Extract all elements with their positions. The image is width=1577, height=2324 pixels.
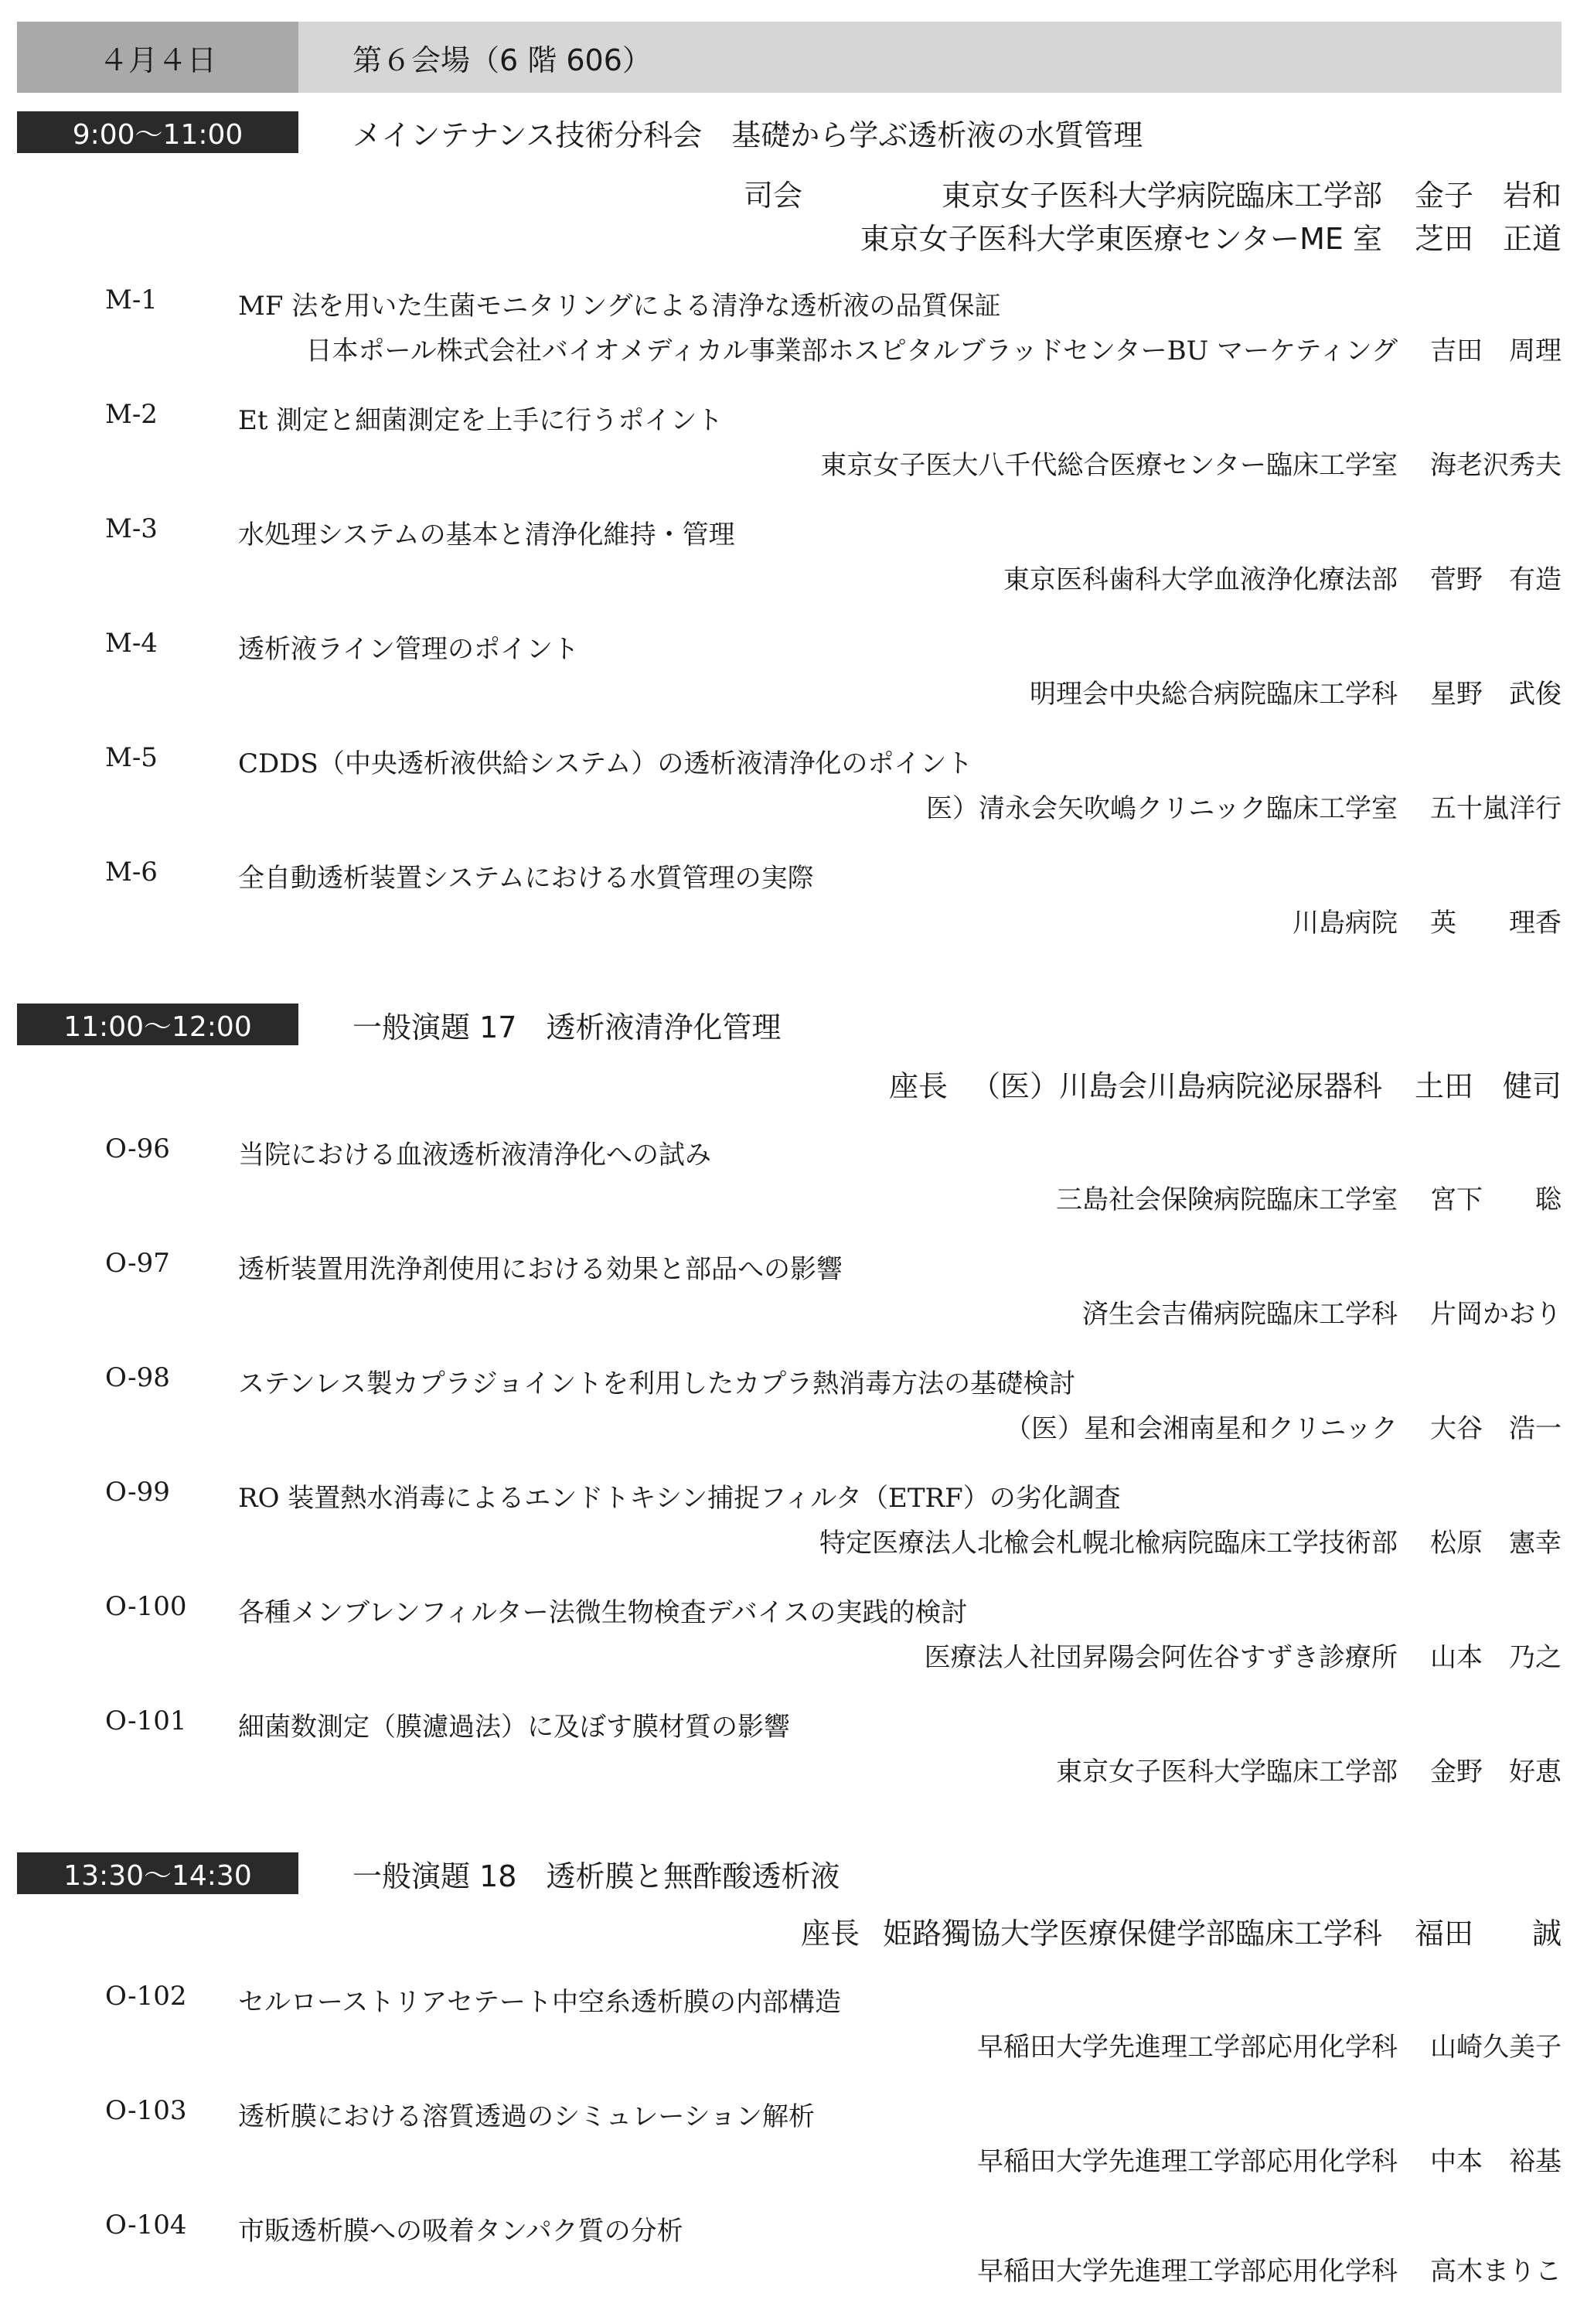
chair-label: 座長 [888,1069,948,1103]
presenter-affiliation: 明理会中央総合病院臨床工学科 [1030,679,1398,710]
presentation-title: セルローストリアセテート中空糸透析膜の内部構造 [238,1987,841,2018]
presentation-item [0,285,1577,399]
presentation-item [0,1591,1577,1706]
presenter-affiliation: 医）清永会矢吹嶋クリニック臨床工学室 [926,793,1398,824]
presentation-item [0,1981,1577,2095]
presentation-id: M-2 [105,399,158,430]
presenter-line [925,1636,1562,1674]
presenter-affiliation: 東京女子医大八千代総合医療センター臨床工学室 [820,450,1398,481]
presentation-item [0,2095,1577,2210]
presentation-title: 当院における血液透析液清浄化への試み [238,1140,711,1171]
presentation-id: O-104 [105,2210,187,2241]
chair-name: 金子 岩和 [1414,179,1562,213]
presenter-line [1082,1293,1562,1331]
presentation-item [0,742,1577,857]
presentation-id: M-6 [105,857,158,888]
presentation-item [0,2210,1577,2324]
chair-line [860,215,1562,257]
presentation-title: 透析液ライン管理のポイント [238,634,579,665]
presenter-name: 山崎久美子 [1430,2032,1562,2063]
presentation-id: M-3 [105,513,158,544]
chair-affiliation: 姫路獨協大学医療保健学部臨床工学科 [882,1917,1382,1951]
presenter-name: 星野 武俊 [1430,679,1562,710]
presenter-name: 菅野 有造 [1430,564,1562,595]
presenter-line [1056,1178,1562,1216]
presentation-item [0,1248,1577,1362]
chair-line [801,1910,1562,1952]
presentation-title: RO 装置熱水消毒によるエンドトキシン捕捉フィルタ（ETRF）の劣化調査 [238,1483,1121,1514]
presenter-affiliation: 三島社会保険病院臨床工学室 [1056,1184,1398,1215]
presentation-title: 透析膜における溶質透過のシミュレーション解析 [238,2101,815,2132]
presentation-id: O-96 [105,1133,170,1164]
presentation-id: O-103 [105,2095,187,2126]
presentation-item [0,513,1577,628]
presentation-title: 水処理システムの基本と清浄化維持・管理 [238,520,735,550]
presentation-title: CDDS（中央透析液供給システム）の透析液清浄化のポイント [238,748,973,779]
presenter-affiliation: （医）星和会湘南星和クリニック [1005,1413,1398,1444]
presenter-affiliation: 済生会吉備病院臨床工学科 [1082,1299,1398,1330]
presenter-affiliation: 東京女子医科大学臨床工学部 [1056,1757,1398,1787]
presenter-line [1003,558,1562,596]
presenter-name: 中本 裕基 [1430,2146,1562,2177]
presenter-name: 英 理香 [1430,908,1562,939]
chair-affiliation: 東京女子医科大学病院臨床工学部 [941,179,1382,213]
presenter-name: 海老沢秀夫 [1430,450,1562,481]
presenter-name: 片岡かおり [1430,1299,1562,1330]
presenter-affiliation: 早稲田大学先進理工学部応用化学科 [977,2256,1398,2287]
presentation-item [0,399,1577,513]
presentation-id: O-100 [105,1591,187,1622]
presentation-item [0,1706,1577,1820]
presentation-title: 透析装置用洗浄剤使用における効果と部品への影響 [238,1254,843,1285]
presenter-affiliation: 日本ポール株式会社バイオメディカル事業部ホスピタルブラッドセンターBU マーケティング [305,336,1398,366]
room-label: 第６会場（6 階 606） [353,43,652,77]
chair-name: 土田 健司 [1414,1069,1562,1103]
chair-line [744,172,1562,214]
presenter-affiliation: 早稲田大学先進理工学部応用化学科 [977,2032,1398,2063]
presenter-name: 吉田 周理 [1430,336,1562,366]
presenter-line [977,2026,1562,2063]
presentation-item [0,1362,1577,1477]
presenter-affiliation: 早稲田大学先進理工学部応用化学科 [977,2146,1398,2177]
presenter-line [1030,673,1562,710]
presentation-id: M-5 [105,742,158,773]
presenter-name: 山本 乃之 [1430,1642,1562,1673]
presenter-affiliation: 川島病院 [1293,908,1398,939]
session-time: 13:30～14:30 [17,1852,298,1894]
presenter-line [305,329,1562,367]
presenter-affiliation: 東京医科歯科大学血液浄化療法部 [1003,564,1398,595]
presentation-id: O-101 [105,1706,187,1736]
presenter-line [977,2140,1562,2178]
session-title: メインテナンス技術分科会 基礎から学ぶ透析液の水質管理 [353,118,1143,152]
presentation-id: M-4 [105,628,158,659]
chair-name: 福田 誠 [1414,1917,1562,1951]
presenter-name: 金野 好恵 [1430,1757,1562,1787]
presentation-item [0,857,1577,971]
session-time: 9:00～11:00 [17,111,298,153]
chair-label: 司会 [743,179,802,213]
presenter-line [820,444,1562,482]
presentation-id: O-97 [105,1248,170,1279]
presenter-line [1005,1407,1562,1445]
session-time: 11:00～12:00 [17,1004,298,1045]
session-title: 一般演題 18 透析膜と無酢酸透析液 [353,1859,840,1893]
chair-affiliation: （医）川島会川島病院泌尿器科 [970,1069,1382,1103]
presentation-item [0,1477,1577,1591]
presentation-item [0,628,1577,742]
day-header [17,22,1562,93]
presenter-affiliation: 特定医療法人北楡会札幌北楡病院臨床工学技術部 [819,1528,1398,1559]
presenter-line [1056,1750,1562,1788]
chair-line [889,1062,1562,1105]
presentation-id: O-102 [105,1981,187,2012]
presentation-id: O-99 [105,1477,170,1508]
presentation-title: MF 法を用いた生菌モニタリングによる清浄な透析液の品質保証 [238,291,1001,322]
presenter-line [926,787,1562,825]
presentation-title: ステンレス製カプラジョイントを利用したカプラ熱消毒方法の基礎検討 [238,1368,1076,1399]
presentation-id: O-98 [105,1362,170,1393]
chair-label: 座長 [800,1917,860,1951]
presentation-id: M-1 [105,285,158,315]
presenter-line [1293,901,1562,939]
presentation-title: 市販透析膜への吸着タンパク質の分析 [238,2216,683,2247]
presenter-affiliation: 医療法人社団昇陽会阿佐谷すずき診療所 [924,1642,1398,1673]
presentation-title: 全自動透析装置システムにおける水質管理の実際 [238,863,814,894]
presenter-line [977,2250,1562,2288]
presenter-line [819,1522,1562,1559]
day-date: ４月４日 [17,22,298,93]
chair-affiliation: 東京女子医科大学東医療センターME 室 [860,222,1382,256]
presentation-title: 細菌数測定（膜濾過法）に及ぼす膜材質の影響 [238,1712,790,1743]
presentation-item [0,1133,1577,1248]
presenter-name: 宮下 聡 [1430,1184,1562,1215]
presenter-name: 松原 憲幸 [1430,1528,1562,1559]
presentation-title: 各種メンブレンフィルター法微生物検査デバイスの実践的検討 [238,1597,968,1628]
presenter-name: 大谷 浩一 [1430,1413,1562,1444]
session-title: 一般演題 17 透析液清浄化管理 [353,1010,782,1044]
presentation-title: Et 測定と細菌測定を上手に行うポイント [238,405,724,436]
presenter-name: 高木まりこ [1430,2256,1562,2287]
chair-name: 芝田 正道 [1414,222,1562,256]
presenter-name: 五十嵐洋行 [1430,793,1562,824]
